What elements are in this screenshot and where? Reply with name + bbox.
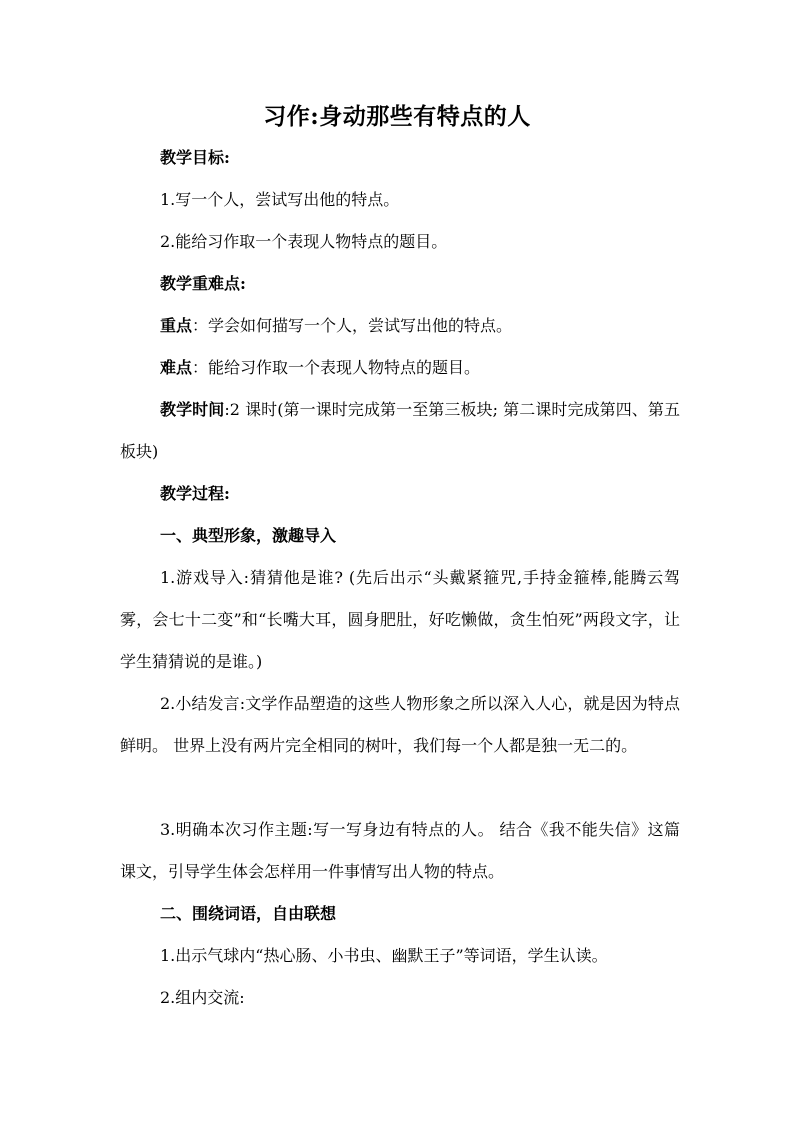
difficulty-text: ：能给习作取一个表现人物特点的题目。	[192, 358, 481, 377]
document-title: 习作:身动那些有特点的人	[263, 103, 531, 130]
teaching-time-label: 教学时间	[160, 400, 225, 419]
difficulty-paragraph	[120, 347, 680, 389]
focus-label: 重点	[160, 316, 193, 335]
objective-item-1: 1.写一个人，尝试写出他的特点。	[160, 190, 400, 209]
section-1-item-2: 2.小结发言:文学作品塑造的这些人物形象之所以深入人心，就是因为特点鲜明。 世界上没有两片完全相同的树叶，我们每一个人都是独一无二的。	[120, 694, 680, 755]
focus-paragraph	[120, 305, 680, 347]
key-points-heading: 教学重难点:	[160, 274, 246, 293]
teaching-time-text: :2 课时(第一课时完成第一至第三板块; 第二课时完成第四、第五板块)	[120, 400, 680, 461]
section-1-heading: 一、典型形象，激趣导入	[160, 526, 337, 545]
section-1-item-3: 3.明确本次习作主题:写一写身边有特点的人。 结合《我不能失信》这篇课文，引导学生体会怎样用一件事情写出人物的特点。	[120, 820, 680, 881]
section-2-item-1: 1.出示气球内“热心肠、小书虫、幽默王子”等词语，学生认读。	[160, 946, 608, 965]
section-2-item-2: 2.组内交流:	[160, 988, 245, 1007]
difficulty-label: 难点	[160, 358, 193, 377]
objective-item-2: 2.能给习作取一个表现人物特点的题目。	[160, 232, 448, 251]
teaching-time-paragraph	[120, 389, 680, 473]
focus-text: ：学会如何描写一个人，尝试写出他的特点。	[192, 316, 513, 335]
section-1-item-1: 1.游戏导入:猜猜他是谁? (先后出示“头戴紧箍咒,手持金箍棒,能腾云驾雾，会七十二变”和“长嘴大耳，圆身肥肚，好吃懒做，贪生怕死”两段文字，让学生猜猜说的是谁。)	[120, 568, 680, 671]
process-heading: 教学过程:	[160, 484, 230, 503]
objectives-heading: 教学目标:	[160, 148, 230, 167]
section-2-heading: 二、围绕词语，自由联想	[160, 904, 337, 923]
